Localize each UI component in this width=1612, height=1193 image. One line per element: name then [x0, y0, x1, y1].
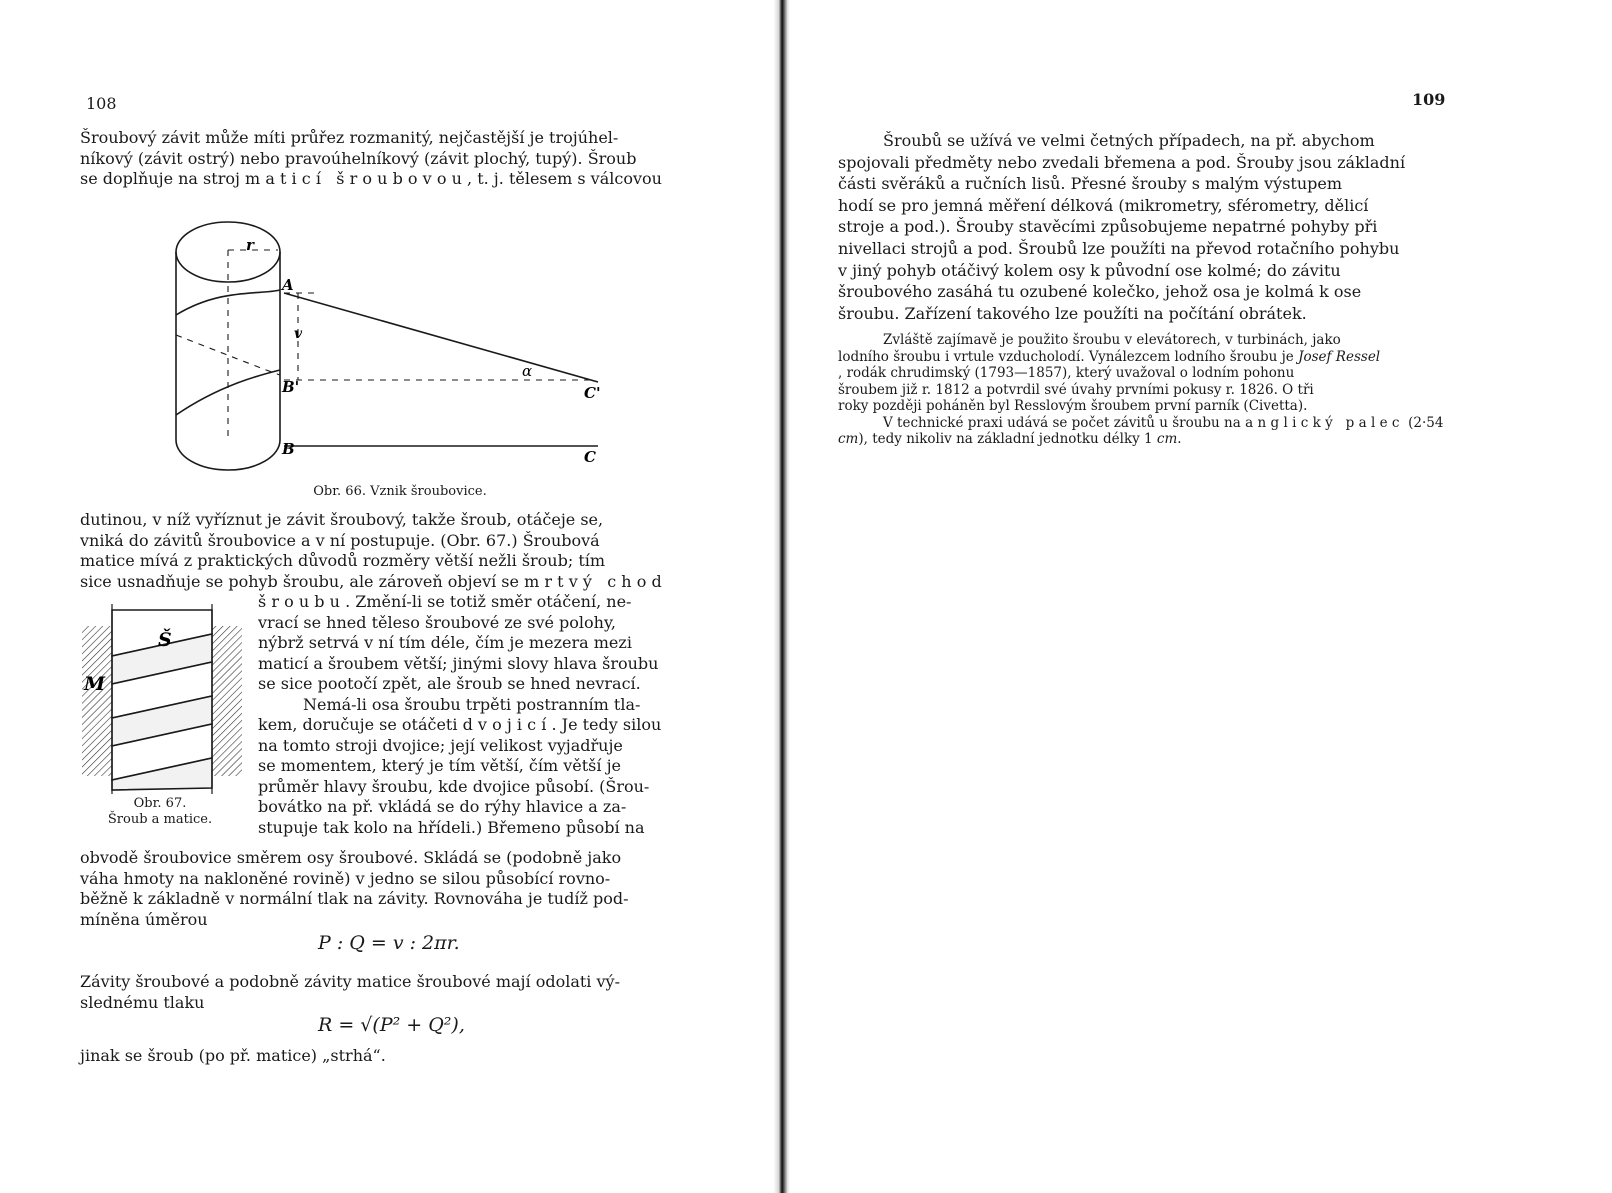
text-line: váha hmoty na nakloněné rovině) v jedno se silou působící rovno-: [80, 868, 611, 888]
text-line: níkový (závit ostrý) nebo pravoúhelníkový (závit plochý, tupý). Šroub: [80, 148, 637, 168]
caption-line: Obr. 67.: [133, 796, 187, 811]
text-line: průměr hlavy šroubu, kde dvojice působí. (Šrou-: [258, 776, 650, 796]
text-line: šroubem již r. 1812 a potvrdil své úvahy prvními pokusy r. 1826. O tři: [838, 381, 1314, 398]
label-A: A: [282, 276, 294, 294]
figure-66-helix-construction: [160, 210, 620, 480]
text-line: nivellaci strojů a pod. Šroubů lze použíti na převod rotačního pohybu: [838, 238, 1400, 258]
text-line: roky později poháněn byl Resslovým šroubem první parník (Civetta).: [838, 398, 1308, 414]
name-josef: Josef Ressel: [1298, 348, 1381, 365]
text-line: se doplňuje na stroj maticí šroubovou, t. j. tělesem s válcovou: [80, 169, 662, 188]
text-line: slednému tlaku: [80, 992, 205, 1012]
spaced-term: šroubu: [258, 592, 346, 611]
text-line: spojovali předměty nebo zvedali břemena a pod. Šrouby jsou základní: [838, 152, 1406, 172]
label-C-prime: C': [584, 384, 601, 402]
text-line: hodí se pro jemná měření délková (mikrometry, sférometry, dělicí: [838, 195, 1369, 215]
paragraph-top: [80, 128, 690, 190]
text-line: vrací se hned těleso šroubové ze své polohy,: [258, 612, 616, 632]
text-line: vniká do závitů šroubovice a v ní postupuje. (Obr. 67.) Šroubová: [80, 530, 600, 550]
text-line: obvodě šroubovice směrem osy šroubové. Skládá se (podobně jako: [80, 848, 622, 867]
text-line: stupuje tak kolo na hřídeli.) Břemeno působí na: [258, 817, 645, 837]
text-line: Zvláště zajímavě je použito šroubu v elevátorech, v turbinách, jako: [883, 332, 1341, 348]
paragraph-after-formula: [80, 972, 690, 1013]
text-line: se sice pootočí zpět, ale šroub se hned nevrací.: [258, 674, 641, 693]
label-B-prime: B': [282, 378, 300, 396]
triangle-hypotenuse: [284, 293, 598, 382]
text-line: sice usnadňuje se pohyb šroubu, ale zároveň objeví se mrtvý chod: [80, 571, 667, 591]
spaced-term: mrtvý chod: [524, 571, 667, 591]
text-line: V technické praxi udává se počet závitů u šroubu na anglický palec (2·54 cm), tedy nikoliv na základní jednotku délky 1 cm.: [838, 414, 1444, 447]
page-number-right: 109: [1412, 90, 1446, 109]
formula-proportion: P : Q = v : 2πr.: [318, 932, 460, 954]
text-line: šroubu. Zařízení takového lze použíti na počítání obrátek.: [838, 303, 1307, 323]
text-line: míněna úměrou: [80, 909, 208, 929]
text-line: Nemá-li osa šroubu trpěti postranním tla-: [303, 694, 641, 714]
label-alpha: α: [522, 362, 533, 380]
text-line: části svěráků a ručních lisů. Přesné šrouby s malým výstupem: [838, 174, 1343, 194]
label-v: v: [294, 326, 303, 342]
text-line: kem, doručuje se otáčeti dvojicí. Je tedy silou: [258, 715, 662, 734]
text-line: Šroubový závit může míti průřez rozmanitý, nejčastější je trojúhel-: [80, 128, 619, 147]
text-line: běžně k základně v normální tlak na závity. Rovnováha je tudíž pod-: [80, 889, 629, 908]
label-r: r: [246, 236, 254, 254]
paragraph-wrapped: [258, 592, 690, 838]
text-line: matice mívá z praktických důvodů rozměry větší nežli šroub; tím: [80, 551, 606, 570]
paragraph-mid: [80, 510, 690, 592]
right-page: [790, 0, 1612, 1193]
paragraph-history: [838, 332, 1444, 448]
cylinder-bottom-arc: [176, 440, 280, 470]
text-line: šroubu. Změní-li se totiž směr otáčení, ne-: [258, 592, 632, 611]
left-page: [0, 0, 780, 1193]
figure-67-screw-and-nut: [82, 604, 242, 794]
formula-resultant: R = √(P² + Q²),: [318, 1014, 465, 1036]
spaced-term: maticí šroubovou: [245, 169, 468, 188]
text-line: stroje a pod.). Šrouby stavěcími způsobujeme nepatrné pohyby při: [838, 217, 1378, 237]
spaced-term: anglický palec: [1245, 414, 1404, 431]
text-line: na tomto stroji dvojice; její velikost vyjadřuje: [258, 735, 623, 755]
text-line: jinak se šroub (po př. matice) „strhá“.: [80, 1046, 386, 1065]
text-line: maticí a šroubem větší; jinými slovy hlava šroubu: [258, 653, 659, 673]
last-line: [80, 1046, 690, 1067]
text-line: nýbrž setrvá v ní tím déle, čím je mezera mezi: [258, 633, 632, 652]
text-line: Šroubů se užívá ve velmi četných případech, na př. abychom: [883, 131, 1375, 150]
figure-66-caption: Obr. 66. Vznik šroubovice.: [313, 484, 487, 499]
label-C: C: [584, 448, 596, 466]
text-line: , rodák chrudimský (1793—1857), který uvažoval o lodním pohonu: [838, 365, 1295, 381]
helix-back-dashed: [176, 335, 280, 375]
caption-line: Šroub a matice.: [107, 812, 213, 827]
paragraph-uses: [838, 130, 1444, 324]
spaced-term: dvojicí: [462, 715, 552, 734]
label-S: Š: [158, 629, 172, 651]
text-line: šroubového zasáhá tu ozubené kolečko, jehož osa je kolmá k ose: [838, 282, 1362, 302]
label-M: M: [84, 673, 106, 695]
text-line: lodního šroubu i vrtule vzducholodí. Vynálezcem lodního šroubu je Josef Ressel: [838, 348, 1381, 365]
text-line: bovátko na př. vkládá se do rýhy hlavice a za-: [258, 797, 627, 816]
text-line: Závity šroubové a podobně závity matice šroubové mají odolati vý-: [80, 972, 620, 991]
text-line: dutinou, v níž vyříznut je závit šroubový, takže šroub, otáčeje se,: [80, 510, 604, 529]
figure-67-caption: [80, 796, 240, 828]
label-B: B: [282, 440, 295, 458]
paragraph-after-wrap: [80, 848, 690, 930]
page-number-left: 108: [86, 94, 117, 113]
text-line: v jiný pohyb otáčivý kolem osy k původní ose kolmé; do závitu: [838, 260, 1341, 280]
text-line: se momentem, který je tím větší, čím větší je: [258, 756, 621, 775]
book-gutter: [774, 0, 790, 1193]
